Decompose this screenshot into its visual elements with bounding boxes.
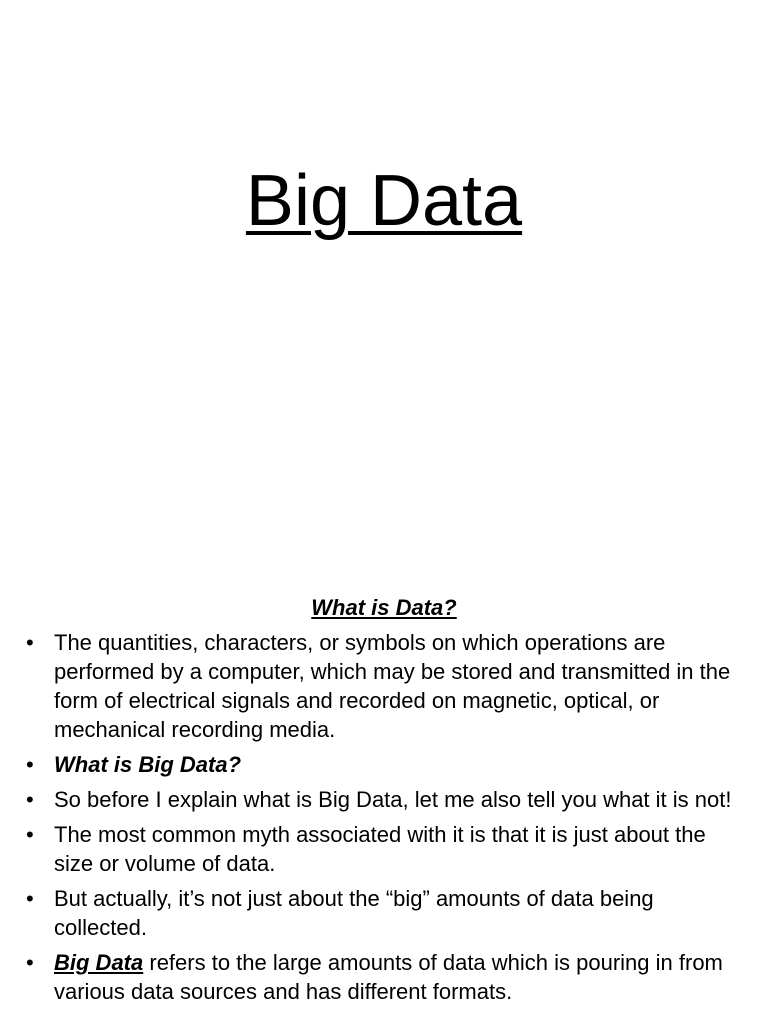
section-heading: What is Data? [311, 595, 457, 620]
bullet-icon: • [26, 752, 34, 777]
page-title: Big Data [245, 161, 523, 241]
bullet-icon: • [26, 886, 34, 911]
bullet-icon: • [26, 950, 34, 975]
list-item-text: refers to the large amounts of data which is pouring in from various data sources and has different formats. [54, 950, 723, 1004]
list-item-text: But actually, it’s not just about the “big” amounts of data being collected. [54, 886, 654, 940]
list-item-text: What is Big Data? [54, 752, 242, 777]
bullet-icon: • [26, 787, 34, 812]
list-item-text: The quantities, characters, or symbols on which operations are performed by a computer, which may be stored and transmitted in the form of electrical signals and recorded on magnetic, optical, or mechanical recording media. [54, 630, 731, 742]
list-item [0, 820, 740, 878]
bullet-icon: • [26, 822, 34, 847]
list-item [0, 750, 740, 779]
list-item [0, 785, 740, 814]
list-item [0, 884, 740, 942]
list-item-lead: Big Data [54, 950, 144, 975]
list-item [0, 948, 740, 1006]
list-item-text: So before I explain what is Big Data, let me also tell you what it is not! [54, 787, 732, 812]
list-item-text: The most common myth associated with it is that it is just about the size or volume of data. [54, 822, 706, 876]
bullet-list [0, 628, 740, 1012]
bullet-icon: • [26, 630, 34, 655]
list-item [0, 628, 740, 744]
